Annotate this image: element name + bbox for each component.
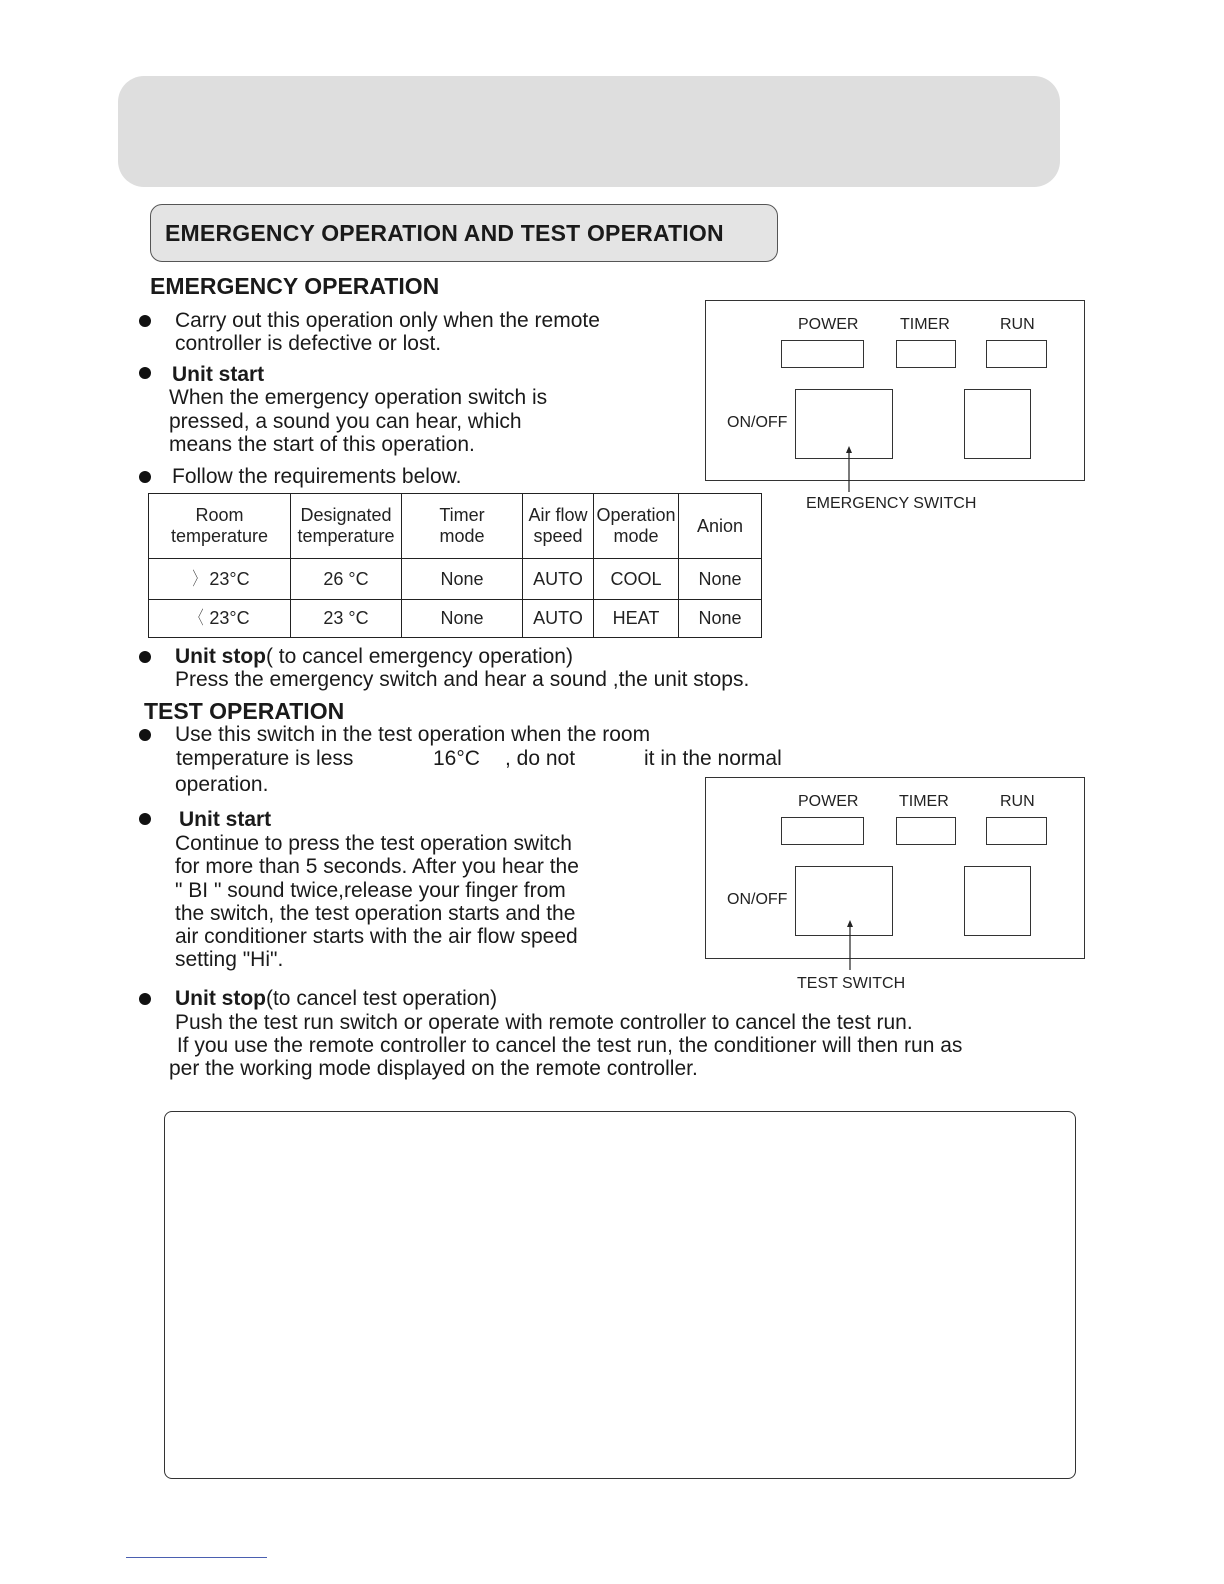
- test-heading: TEST OPERATION: [144, 698, 345, 724]
- emergency-switch-button: [964, 389, 1031, 459]
- test-switch-button: [964, 866, 1031, 936]
- emergency-follow: Follow the requirements below.: [172, 465, 462, 488]
- header-airflow: Air flow speed: [523, 494, 594, 559]
- cell-room: 〈 23°C: [149, 600, 291, 638]
- bullet: [139, 993, 151, 1005]
- cell-operation: COOL: [594, 559, 679, 600]
- power-label: POWER: [798, 793, 859, 810]
- emergency-heading: EMERGENCY OPERATION: [150, 273, 440, 299]
- bullet: [139, 813, 151, 825]
- timer-label: TIMER: [899, 793, 949, 810]
- test-unit-stop: Unit stop(to cancel test operation): [175, 987, 498, 1010]
- header-band: [118, 76, 1060, 187]
- onoff-label: ON/OFF: [727, 891, 788, 908]
- table-header-row: [149, 494, 762, 559]
- test-unit-start-line: " BI " sound twice,release your finger from: [175, 879, 566, 902]
- emergency-unit-start-line3: means the start of this operation.: [169, 433, 475, 456]
- power-indicator: [781, 817, 864, 845]
- bullet: [139, 651, 151, 663]
- test-unit-start-line: air conditioner starts with the air flow speed: [175, 925, 578, 948]
- test-bullet1-temp: 16°C: [433, 747, 480, 770]
- table-row: [149, 600, 762, 638]
- greater-than-icon: 〉: [192, 568, 204, 589]
- timer-indicator: [896, 340, 956, 368]
- emergency-unit-stop: Unit stop( to cancel emergency operation): [175, 645, 573, 668]
- run-label: RUN: [1000, 793, 1035, 810]
- cell-designated: 23 °C: [291, 600, 402, 638]
- cell-airflow: AUTO: [523, 600, 594, 638]
- table-row: [149, 559, 762, 600]
- onoff-label: ON/OFF: [727, 414, 788, 431]
- emergency-bullet1-line1: Carry out this operation only when the remote: [175, 309, 600, 332]
- header-room: Room temperature: [149, 494, 291, 559]
- emergency-switch-arrow-icon: [842, 444, 856, 492]
- cell-airflow: AUTO: [523, 559, 594, 600]
- bullet: [139, 315, 151, 327]
- header-designated: Designated temperature: [291, 494, 402, 559]
- bullet: [139, 471, 151, 483]
- test-unit-start-label: Unit start: [179, 808, 272, 831]
- cell-anion: None: [679, 559, 762, 600]
- test-unit-stop-line: per the working mode displayed on the remote controller.: [169, 1057, 698, 1080]
- emergency-bullet1-line2: controller is defective or lost.: [175, 332, 442, 355]
- emergency-unit-stop-text: Press the emergency switch and hear a sound ,the unit stops.: [175, 668, 750, 691]
- run-indicator: [986, 340, 1047, 368]
- test-bullet1-line3: operation.: [175, 773, 269, 796]
- test-bullet1-line2a: temperature is less: [176, 747, 354, 770]
- test-unit-start-line: setting "Hi".: [175, 948, 284, 971]
- run-label: RUN: [1000, 316, 1035, 333]
- less-than-icon: 〈: [192, 608, 204, 628]
- test-switch-label: TEST SWITCH: [797, 975, 906, 992]
- timer-indicator: [896, 817, 956, 845]
- test-switch-arrow-icon: [843, 918, 857, 970]
- section-title: EMERGENCY OPERATION AND TEST OPERATION: [150, 204, 778, 262]
- requirements-table: [148, 493, 762, 638]
- note-box: [164, 1111, 1076, 1479]
- header-anion: Anion: [679, 494, 762, 559]
- emergency-unit-start-line1: When the emergency operation switch is: [169, 386, 548, 409]
- test-unit-start-line: the switch, the test operation starts and the: [175, 902, 576, 925]
- test-bullet1-line2c: it in the normal: [644, 747, 782, 770]
- test-unit-stop-line: Push the test run switch or operate with remote controller to cancel the test run.: [175, 1011, 913, 1034]
- cell-timer: None: [402, 559, 523, 600]
- cell-timer: None: [402, 600, 523, 638]
- power-indicator: [781, 340, 864, 368]
- test-bullet1-line2b: , do not: [505, 747, 576, 770]
- emergency-switch-label: EMERGENCY SWITCH: [806, 495, 977, 512]
- footer-underline: [126, 1557, 267, 1558]
- test-unit-start-line: for more than 5 seconds. After you hear the: [175, 855, 579, 878]
- cell-room: 〉 23°C: [149, 559, 291, 600]
- cell-anion: None: [679, 600, 762, 638]
- run-indicator: [986, 817, 1047, 845]
- bullet: [139, 729, 151, 741]
- cell-operation: HEAT: [594, 600, 679, 638]
- bullet: [139, 367, 151, 379]
- test-unit-stop-line: If you use the remote controller to cancel the test run, the conditioner will then run as: [171, 1034, 963, 1057]
- cell-designated: 26 °C: [291, 559, 402, 600]
- test-bullet1-line1: Use this switch in the test operation when the room: [175, 723, 651, 746]
- emergency-unit-start-label: Unit start: [172, 363, 265, 386]
- header-timer: Timer mode: [402, 494, 523, 559]
- emergency-unit-start-line2: pressed, a sound you can hear, which: [169, 410, 522, 433]
- timer-label: TIMER: [900, 316, 950, 333]
- header-operation: Operation mode: [594, 494, 679, 559]
- test-unit-start-line: Continue to press the test operation switch: [175, 832, 572, 855]
- power-label: POWER: [798, 316, 859, 333]
